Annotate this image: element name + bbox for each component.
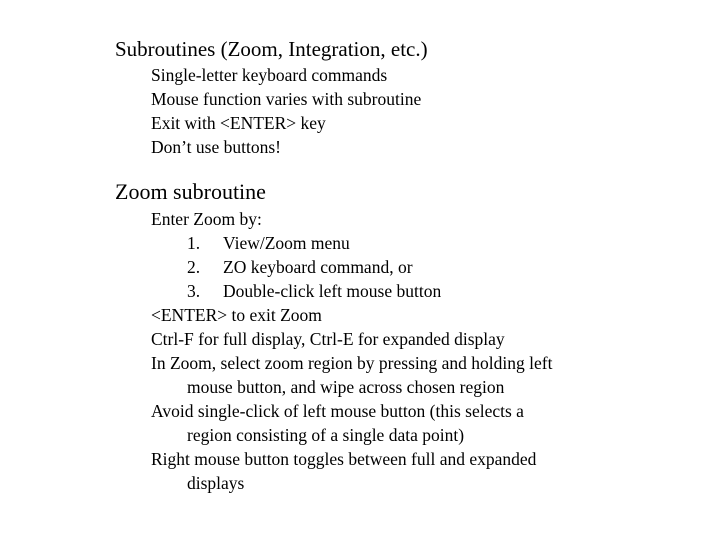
method-number: 3.: [187, 281, 201, 301]
bullet-no-buttons: Don’t use buttons!: [151, 137, 281, 157]
method-number: 2.: [187, 257, 201, 277]
right-button-continuation: displays: [187, 473, 245, 493]
section-title-zoom: Zoom subroutine: [115, 179, 266, 204]
method-text: Double-click left mouse button: [223, 281, 442, 301]
avoid-single-click-continuation: region consisting of a single data point): [187, 425, 465, 445]
select-region-line: In Zoom, select zoom region by pressing and holding left: [151, 353, 553, 373]
enter-zoom-label: Enter Zoom by:: [151, 209, 262, 229]
section-title-subroutines: Subroutines (Zoom, Integration, etc.): [115, 37, 428, 61]
ctrl-keys-line: Ctrl-F for full display, Ctrl-E for expanded display: [151, 329, 505, 349]
method-text: View/Zoom menu: [223, 233, 350, 253]
bullet-single-letter-commands: Single-letter keyboard commands: [151, 65, 388, 85]
bullet-exit-enter: Exit with <ENTER> key: [151, 113, 326, 133]
method-number: 1.: [187, 233, 201, 253]
avoid-single-click-line: Avoid single-click of left mouse button (this selects a: [151, 401, 524, 421]
select-region-continuation: mouse button, and wipe across chosen region: [187, 377, 505, 397]
right-button-line: Right mouse button toggles between full and expanded: [151, 449, 537, 469]
method-item-1: [187, 231, 350, 255]
method-item-3: [187, 279, 441, 303]
method-item-2: [187, 255, 413, 279]
method-text: ZO keyboard command, or: [223, 257, 413, 277]
exit-zoom-line: <ENTER> to exit Zoom: [151, 305, 322, 325]
bullet-mouse-function: Mouse function varies with subroutine: [151, 89, 422, 109]
